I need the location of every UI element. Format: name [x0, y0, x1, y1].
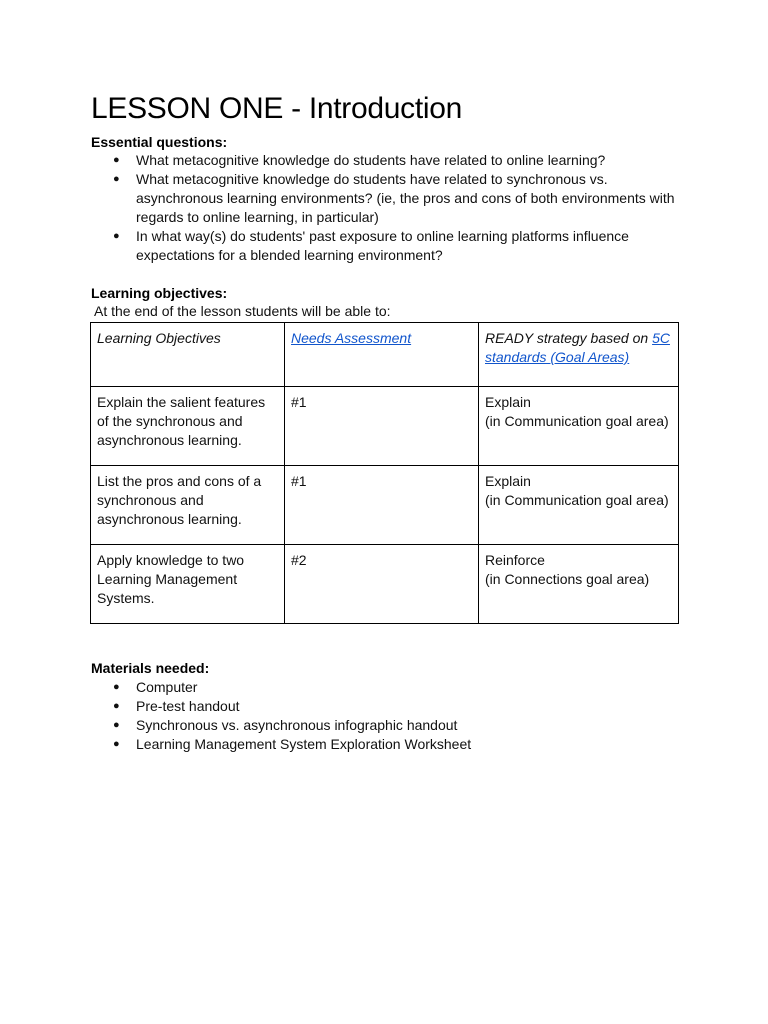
bullet-icon: ●	[113, 700, 120, 712]
bullet-icon: ●	[113, 173, 120, 185]
table-header-row	[91, 323, 679, 387]
header-ready-strategy: READY strategy based on 5C standards (Goal Areas)	[479, 323, 679, 387]
learning-objectives-intro: At the end of the lesson students will be able to:	[94, 303, 391, 319]
strategy-cell: Reinforce (in Connections goal area)	[479, 545, 679, 624]
list-item: ● What metacognitive knowledge do students have related to synchronous vs. asynchronous learning environments? (ie, the pros and cons of both environments with regards to online learning, in particular)	[113, 171, 675, 225]
5c-standards-link[interactable]: 5C standards (Goal Areas)	[485, 330, 670, 365]
objective-cell: List the pros and cons of a synchronous and asynchronous learning.	[91, 466, 285, 545]
assessment-cell: #2	[285, 545, 479, 624]
list-item: ● Learning Management System Exploration Worksheet	[113, 736, 472, 752]
table-row	[91, 545, 679, 624]
strategy-cell: Explain (in Communication goal area)	[479, 466, 679, 545]
objectives-table	[90, 322, 679, 624]
list-item: ● Computer	[113, 679, 198, 695]
essential-questions-heading: Essential questions:	[91, 134, 228, 150]
bullet-icon: ●	[113, 719, 120, 731]
table-row	[91, 387, 679, 466]
header-needs-assessment	[285, 323, 479, 387]
list-item: ● In what way(s) do students' past exposure to online learning platforms influence expectations for a blended learning environment?	[113, 228, 629, 263]
list-item: ● What metacognitive knowledge do students have related to online learning?	[113, 152, 606, 168]
bullet-icon: ●	[113, 681, 120, 693]
bullet-icon: ●	[113, 230, 120, 242]
header-learning-objectives: Learning Objectives	[91, 323, 285, 387]
list-item: ● Synchronous vs. asynchronous infographic handout	[113, 717, 458, 733]
essential-questions-list	[91, 151, 691, 265]
list-item: ● Pre-test handout	[113, 698, 240, 714]
bullet-icon: ●	[113, 154, 120, 166]
objective-cell: Apply knowledge to two Learning Management Systems.	[91, 545, 285, 624]
learning-objectives-heading: Learning objectives:	[91, 285, 228, 301]
strategy-cell: Explain (in Communication goal area)	[479, 387, 679, 466]
bullet-icon: ●	[113, 738, 120, 750]
page-title: LESSON ONE - Introduction	[91, 92, 462, 125]
materials-heading: Materials needed:	[91, 660, 210, 676]
assessment-cell: #1	[285, 387, 479, 466]
materials-list	[91, 678, 691, 754]
needs-assessment-link[interactable]: Needs Assessment	[291, 330, 412, 346]
table-row	[91, 466, 679, 545]
assessment-cell: #1	[285, 466, 479, 545]
objective-cell: Explain the salient features of the synchronous and asynchronous learning.	[91, 387, 285, 466]
